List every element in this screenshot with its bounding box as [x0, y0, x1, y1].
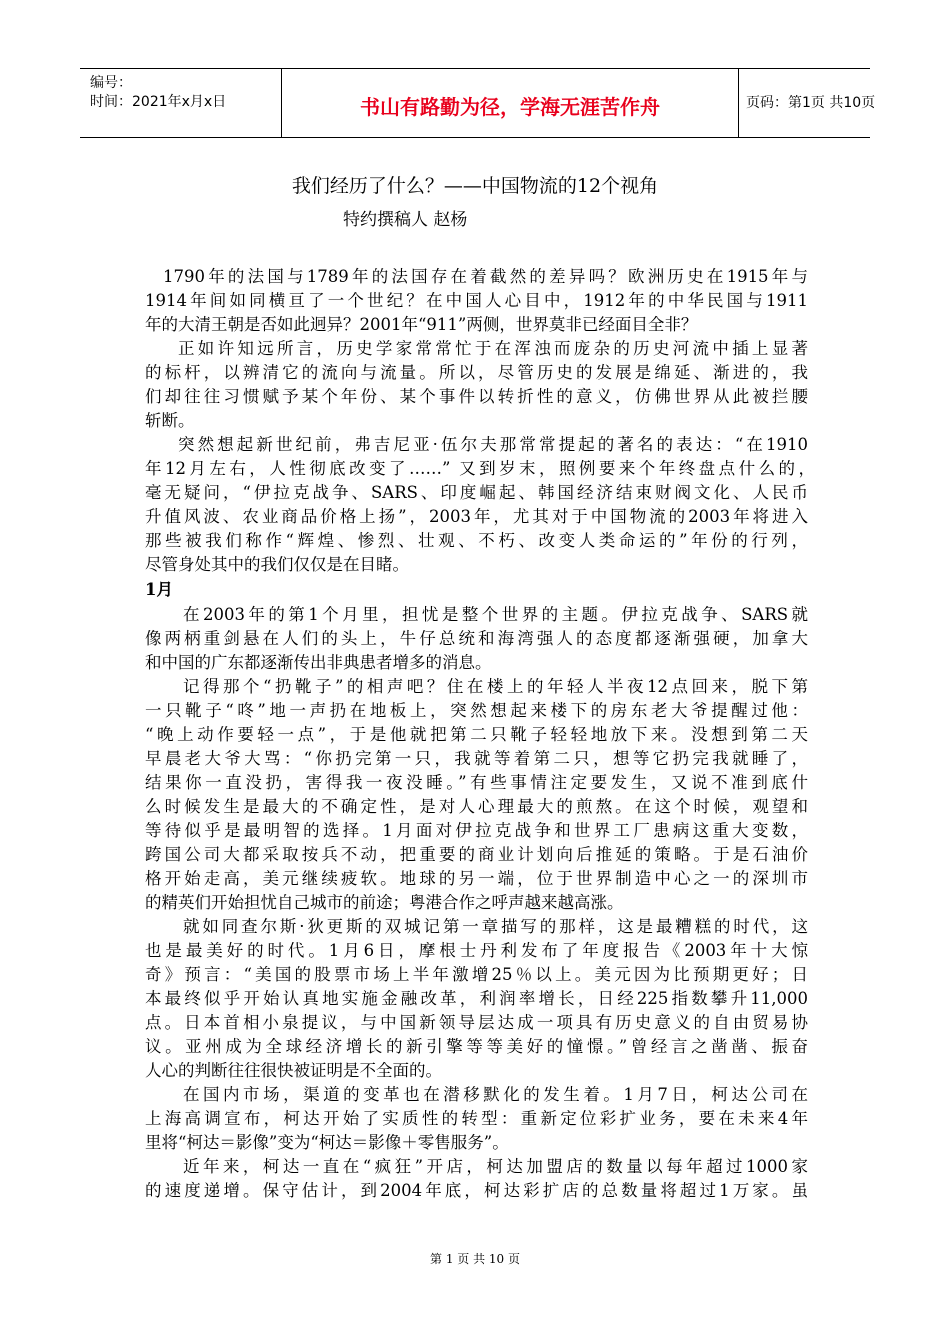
body-line: 们却往往习惯赋予某个年份、某个事件以转折性的意义，仿佛世界从此被拦腰: [145, 387, 808, 406]
header-motto-cell: [281, 69, 739, 137]
body-line: 结果你一直没扔，害得我一夜没睡。”有些事情注定要发生，又说不准到底什: [145, 773, 808, 792]
body-line: 上海高调宣布，柯达开始了实质性的转型：重新定位彩扩业务，要在未来4年: [145, 1109, 808, 1128]
body-line: 人心的判断往往很快被证明是不全面的。: [145, 1061, 442, 1080]
page-footer: 第 1 页 共 10 页: [430, 1252, 520, 1266]
body-line: 那些被我们称作“辉煌、惨烈、壮观、不朽、改变人类命运的”年份的行列，: [145, 531, 808, 550]
body-line: 本最终似乎开始认真地实施金融改革，利润率增长，日经225指数攀升11,000: [145, 989, 808, 1008]
document-title: 我们经历了什么？——中国物流的12个视角: [291, 175, 659, 197]
body-line: 就如同查尔斯·狄更斯的双城记第一章描写的那样，这是最糟糕的时代，这: [183, 917, 808, 936]
body-line: 像两柄重剑悬在人们的头上，牛仔总统和海湾强人的态度都逐渐强硬，加拿大: [145, 629, 808, 648]
body-line: 的速度递增。保守估计，到2004年底，柯达彩扩店的总数量将超过1万家。虽: [145, 1181, 808, 1200]
header-page-cell: [738, 69, 876, 137]
body-line: 早晨老大爷大骂：“你扔完第一只，我就等着第二只，想等它扔完我就睡了，: [145, 749, 808, 768]
body-line: 1914年间如同横亘了一个世纪？在中国人心目中，1912年的中华民国与1911: [145, 291, 808, 310]
body-line: 和中国的广东都逐渐传出非典患者增多的消息。: [145, 653, 492, 672]
body-line: 年12月左右，人性彻底改变了……” 又到岁末，照例要来个年终盘点什么的，: [145, 459, 815, 478]
body-line: 奇》预言：“美国的股票市场上半年激增25％以上。美元因为比预期更好；日: [145, 965, 808, 984]
body-line: 也是最美好的时代。1月6日，摩根士丹利发布了年度报告《2003年十大惊: [145, 941, 808, 960]
body-line: 记得那个“扔靴子”的相声吧？住在楼上的年轻人半夜12点回来，脱下第: [183, 677, 808, 696]
section-heading-january: 1月: [145, 580, 173, 599]
body-line: 升值风波、农业商品价格上扬”，2003年，尤其对于中国物流的2003年将进入: [145, 507, 808, 526]
body-line: “晚上动作要轻一点”，于是他就把第二只靴子轻轻地放下来。没想到第二天: [145, 725, 808, 744]
body-line: 格开始走高，美元继续疲软。地球的另一端，位于世界制造中心之一的深圳市: [145, 869, 808, 888]
body-line: 正如许知远所言，历史学家常常忙于在浑浊而庞杂的历史河流中插上显著: [178, 339, 808, 358]
body-line: 近年来，柯达一直在“疯狂”开店，柯达加盟店的数量以每年超过1000家: [183, 1157, 808, 1176]
body-line: 议。亚州成为全球经济增长的新引擎等等美好的憧憬。”曾经言之凿凿、振奋: [145, 1037, 808, 1056]
body-line: 的精英们开始担忧自己城市的前途；粤港合作之呼声越来越高涨。: [145, 893, 624, 912]
body-line: 突然想起新世纪前，弗吉尼亚·伍尔夫那常常提起的著名的表达：“在1910: [178, 435, 808, 454]
body-line: 在2003年的第1个月里，担忧是整个世界的主题。伊拉克战争、SARS就: [183, 605, 808, 624]
body-line: 毫无疑问，“伊拉克战争、SARS、印度崛起、韩国经济结束财阀文化、人民币: [145, 483, 808, 502]
body-line: 在国内市场，渠道的变革也在潜移默化的发生着。1月7日，柯达公司在: [183, 1085, 808, 1104]
body-line: 一只靴子“咚”地一声扔在地板上，突然想起来楼下的房东老大爷提醒过他：: [145, 701, 808, 720]
time-label: 时间：2021年x月x日: [90, 94, 227, 110]
body-line: 年的大清王朝是否如此迥异？2001年“911”两侧，世界莫非已经面目全非？: [145, 315, 698, 334]
header-table: [80, 68, 876, 138]
number-label: 编号：: [90, 75, 132, 91]
body-line: 等待似乎是最明智的选择。1月面对伊拉克战争和世界工厂患病这重大变数，: [145, 821, 808, 840]
body-line: 斩断。: [145, 411, 195, 430]
body-line: 么时候发生是最大的不确定性，是对人心理最大的煎熬。在这个时候，观望和: [145, 797, 808, 816]
header-meta-cell: [80, 69, 281, 137]
body-line: 跨国公司大都采取按兵不动，把重要的商业计划向后推延的策略。于是石油价: [145, 845, 808, 864]
body-line: 1790年的法国与1789年的法国存在着截然的差异吗？欧洲历史在1915年与: [163, 267, 808, 286]
body-line: 的标杆，以辨清它的流向与流量。所以，尽管历史的发展是绵延、渐进的，我: [145, 363, 808, 382]
body-line: 点。日本首相小泉提议，与中国新领导层达成一项具有历史意义的自由贸易协: [145, 1013, 808, 1032]
page-label: 页码：第1页 共10页: [746, 95, 876, 111]
author-line: 特约撰稿人 赵杨: [343, 210, 468, 230]
motto: 书山有路勤为径，学海无涯苦作舟: [360, 95, 660, 119]
body-line: 尽管身处其中的我们仅仅是在目睹。: [145, 555, 409, 574]
body-line: 里将“柯达＝影像”变为“柯达＝影像＋零售服务”。: [145, 1133, 509, 1152]
